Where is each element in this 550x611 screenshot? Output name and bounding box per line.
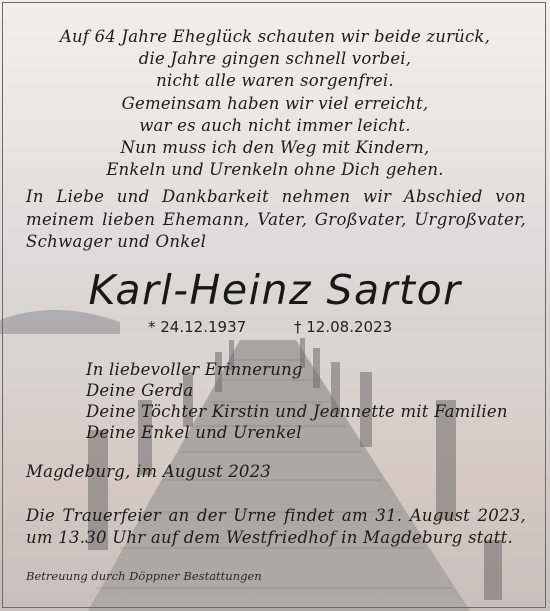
poem-line: die Jahre gingen schnell vorbei, (138, 49, 412, 69)
mourner-line: In liebevoller Erinnerung (86, 360, 303, 379)
funeral-info: Die Trauerfeier an der Urne findet am 31. August 2023, um 13.30 Uhr auf dem Westfriedhof in Magdeburg statt. (26, 506, 526, 547)
mourner-line: Deine Töchter Kirstin und Jeannette mit Familien (86, 402, 508, 421)
place-date: Magdeburg, im August 2023 (26, 462, 271, 481)
mourner-line: Deine Gerda (86, 381, 194, 400)
mourners-list (86, 359, 508, 443)
birth-date: * 24.12.1937 (148, 318, 247, 336)
death-date: † 12.08.2023 (294, 318, 393, 336)
mourner-line: Deine Enkel und Urenkel (86, 423, 302, 442)
intro-text: In Liebe und Dankbarkeit nehmen wir Abschied von meinem lieben Ehemann, Vater, Großvater, Urgroßvater, Schwager und Onkel (26, 187, 526, 251)
poem-line: Enkeln und Urenkeln ohne Dich gehen. (106, 160, 444, 180)
poem-line: nicht alle waren sorgenfrei. (156, 71, 394, 91)
poem-line: Gemeinsam haben wir viel erreicht, (121, 93, 429, 113)
poem-line: war es auch nicht immer leicht. (139, 115, 411, 135)
poem (40, 26, 510, 181)
poem-line: Nun muss ich den Weg mit Kindern, (120, 138, 430, 158)
deceased-name: Karl-Heinz Sartor (88, 266, 462, 314)
poem-line: Auf 64 Jahre Eheglück schauten wir beide zurück, (59, 27, 491, 46)
undertaker-credit: Betreuung durch Döppner Bestattungen (26, 569, 262, 583)
